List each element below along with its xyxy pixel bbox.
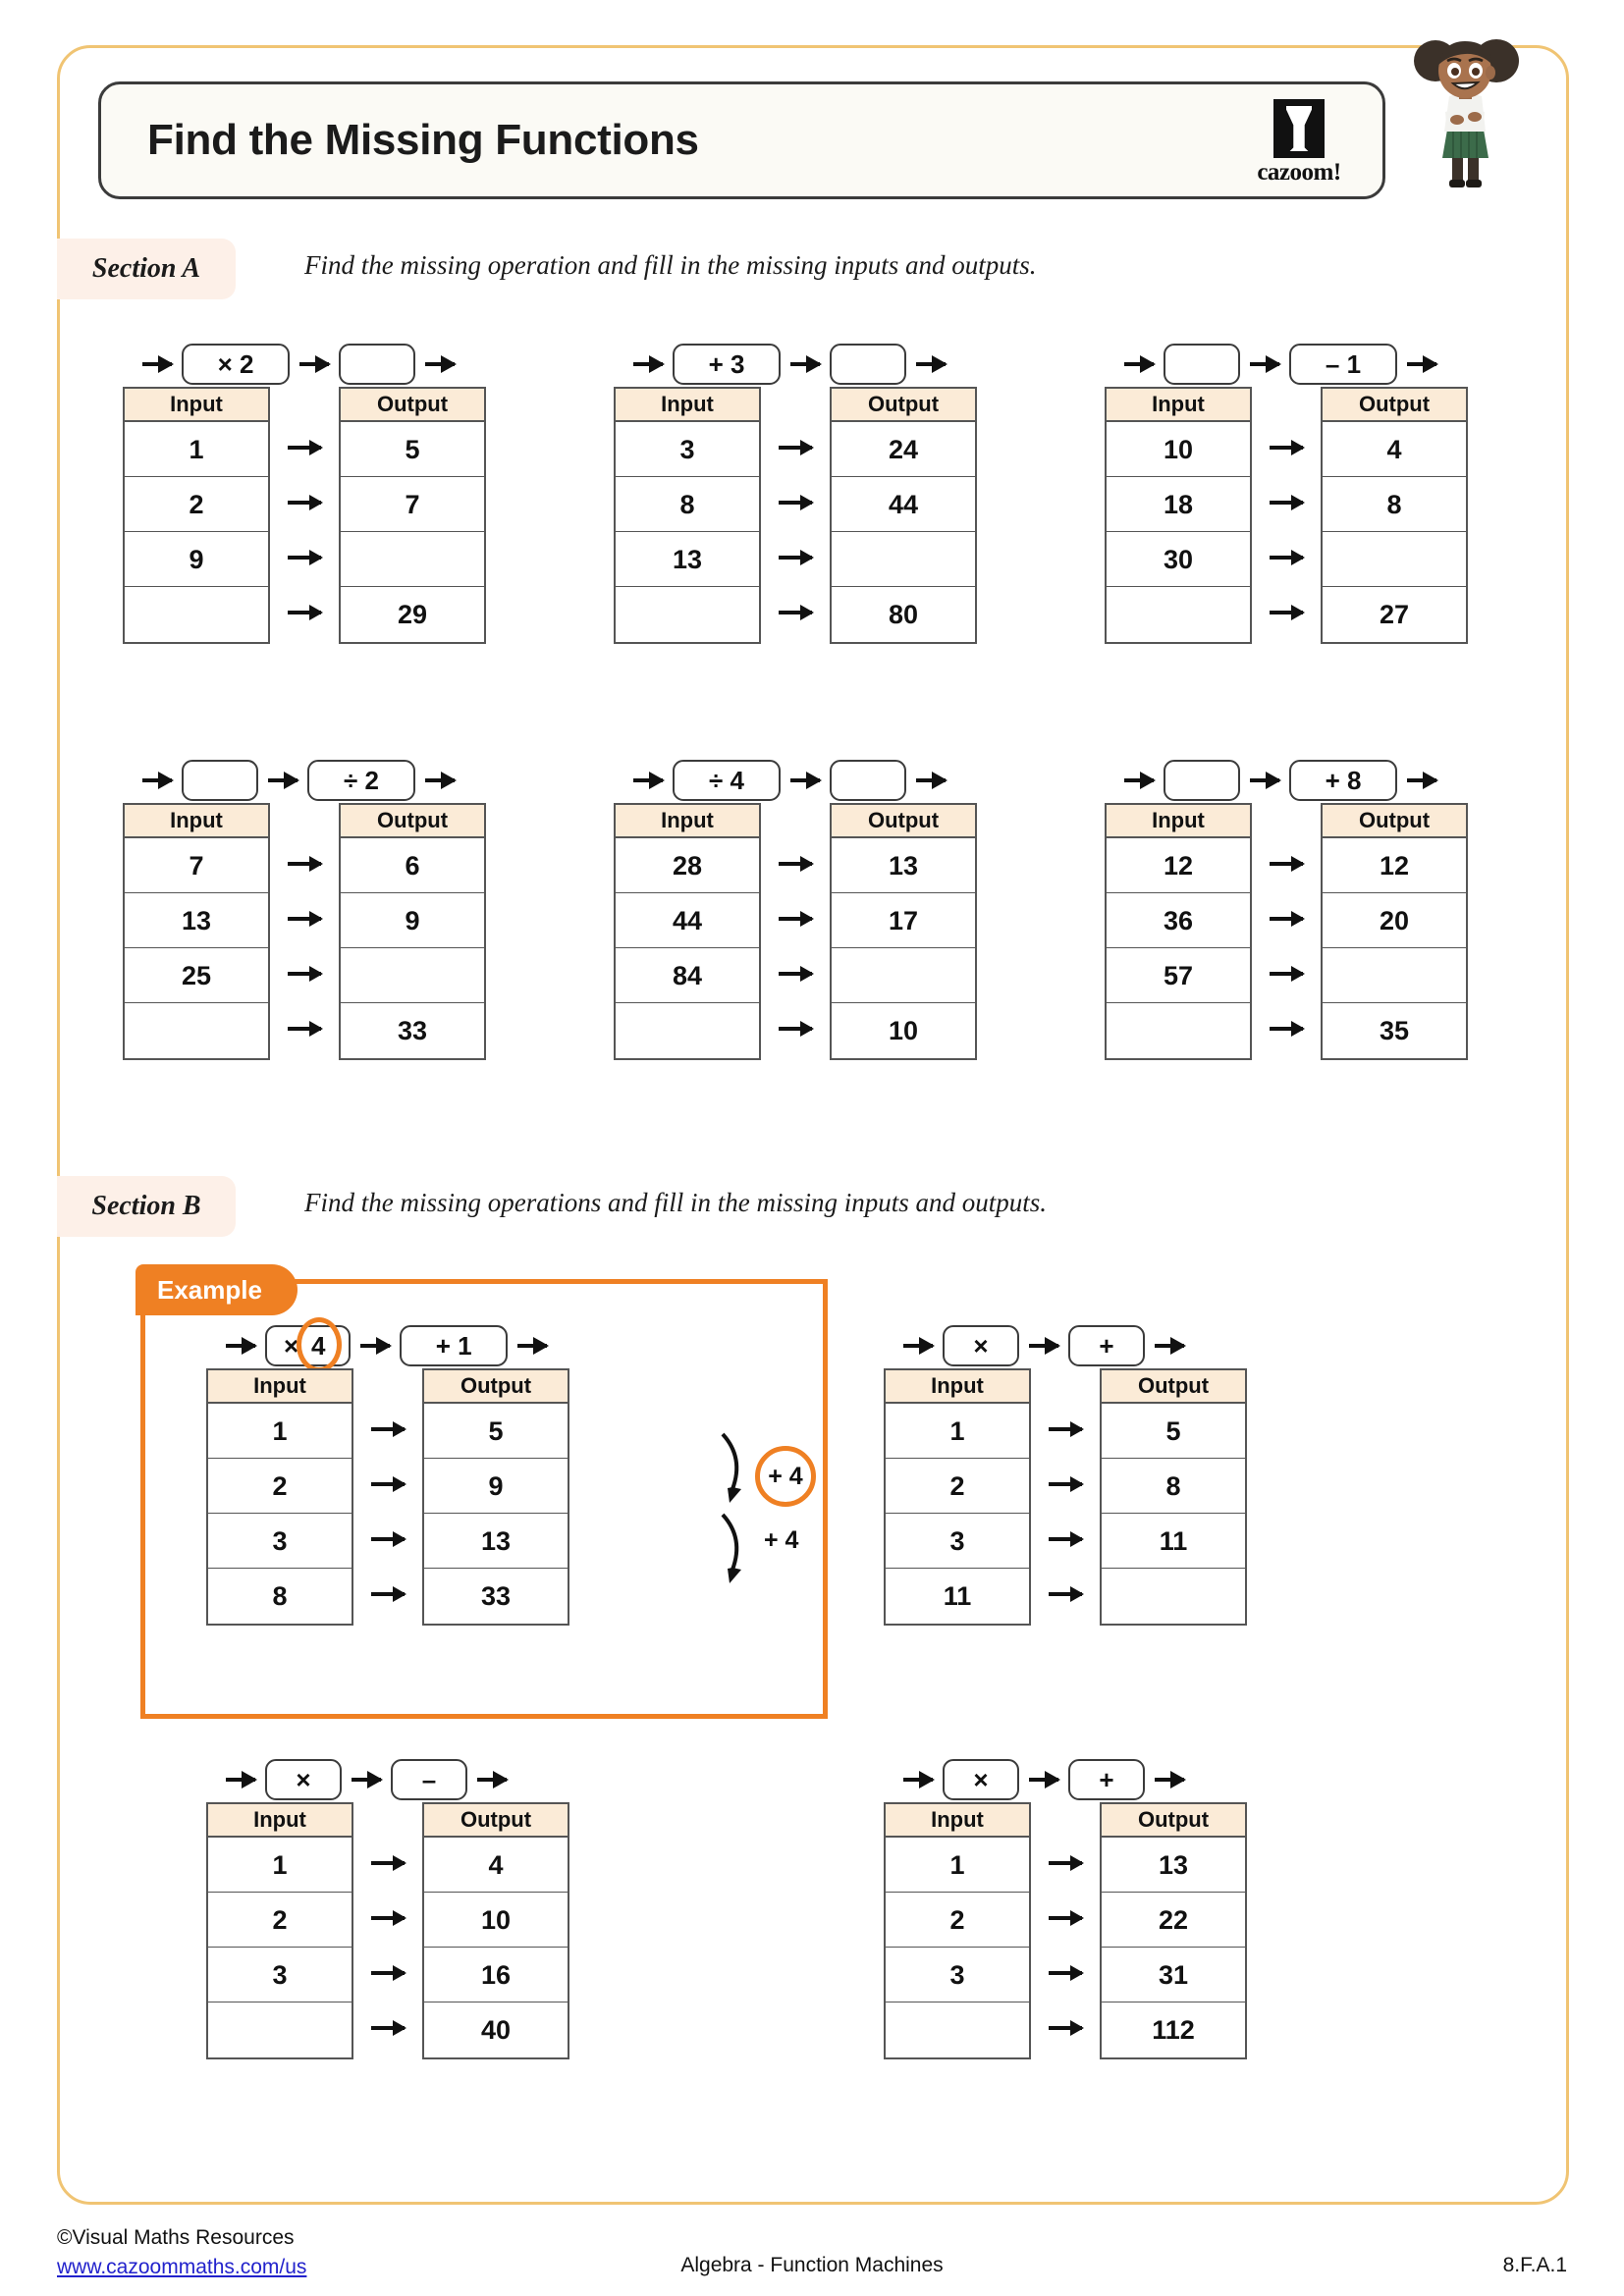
section-a-label: Section A (91, 253, 201, 284)
section-a-op2-box-1[interactable] (830, 344, 906, 385)
section-b-machine-0 (884, 1323, 1247, 1626)
section-a-output-table (1321, 803, 1468, 1060)
flow-arrow-icon (299, 362, 329, 366)
machine-tables (1105, 803, 1468, 1060)
section-a-output-header: Output (1323, 805, 1466, 838)
section-a-output-table (830, 387, 977, 644)
flow-arrow-icon (142, 778, 172, 782)
section-a-op2-box-0[interactable] (339, 344, 415, 385)
logo-wordmark: cazoom! (1257, 159, 1341, 186)
section-a-input-cell[interactable]: 30 (1107, 532, 1250, 587)
section-a-machine-1 (614, 342, 977, 644)
section-b-output-table (422, 1802, 569, 2059)
section-a-output-cell[interactable]: 4 (1323, 422, 1466, 477)
flow-arrow-icon (425, 778, 455, 782)
row-arrow-column (1031, 1368, 1100, 1622)
row-arrow-icon (761, 475, 830, 530)
section-a-input-cell[interactable]: 8 (616, 477, 759, 532)
machine-tables (206, 1802, 569, 2059)
section-a-input-cell[interactable]: 9 (125, 532, 268, 587)
row-arrow-icon (270, 585, 339, 640)
section-b-input-cell[interactable] (886, 2002, 1029, 2057)
section-a-input-table (614, 387, 761, 644)
section-a-input-cell[interactable] (616, 1003, 759, 1058)
section-a-machine-5 (1105, 758, 1468, 1060)
row-arrow-icon (1031, 1457, 1100, 1512)
row-arrow-icon (270, 420, 339, 475)
section-a-output-cell[interactable]: 6 (341, 838, 484, 893)
section-a-output-header: Output (1323, 389, 1466, 422)
section-b-input-table (884, 1802, 1031, 2059)
section-a-input-cell[interactable]: 36 (1107, 893, 1250, 948)
flow-arrow-icon (477, 1778, 507, 1782)
section-a-input-table (123, 387, 270, 644)
section-a-output-table (339, 387, 486, 644)
title-banner (98, 81, 1385, 199)
section-a-pill (57, 239, 236, 299)
section-a-instruction: Find the missing operation and fill in the missing inputs and outputs. (304, 250, 1037, 280)
section-a-op2-box-4[interactable] (830, 760, 906, 801)
flow-arrow-icon (790, 362, 820, 366)
row-arrow-icon (353, 1567, 422, 1622)
row-arrow-column (353, 1802, 422, 2056)
section-a-op1-box-4[interactable]: ÷ 4 (673, 760, 781, 801)
section-a-input-cell[interactable] (616, 587, 759, 642)
row-arrow-icon (1252, 891, 1321, 946)
student-mascot-illustration (1406, 27, 1524, 189)
section-a-op1-box-2[interactable] (1164, 344, 1240, 385)
row-arrow-column (353, 1368, 422, 1622)
example-op1-box-0[interactable] (265, 1325, 351, 1366)
section-b-op1-box-1[interactable]: × (265, 1759, 342, 1800)
example-output-cell[interactable]: 33 (480, 1581, 512, 1611)
row-arrow-column (1252, 387, 1321, 640)
flow-arrow-icon (790, 778, 820, 782)
section-a-input-cell[interactable] (1107, 1003, 1250, 1058)
section-b-op2-box-0[interactable]: + (1068, 1325, 1145, 1366)
section-a-input-cell[interactable]: 57 (1107, 948, 1250, 1003)
section-b-output-cell[interactable]: 112 (1152, 2015, 1195, 2045)
section-b-input-cell[interactable]: 3 (886, 1948, 1029, 2002)
row-arrow-icon (353, 1836, 422, 1891)
section-b-input-header: Input (208, 1804, 352, 1838)
section-a-output-cell[interactable]: 27 (1379, 600, 1410, 629)
row-arrow-icon (270, 475, 339, 530)
section-a-input-cell[interactable]: 84 (616, 948, 759, 1003)
section-a-machine-0 (123, 342, 486, 644)
section-a-input-header: Input (125, 389, 268, 422)
example-machine-0 (206, 1323, 569, 1626)
section-b-machine-1 (206, 1757, 569, 2059)
flow-arrow-icon (903, 1344, 933, 1348)
section-a-machine-4 (614, 758, 977, 1060)
section-a-input-cell[interactable]: 10 (1107, 422, 1250, 477)
machine-operation-row (123, 342, 486, 387)
section-b-output-cell[interactable] (1102, 1569, 1245, 1624)
machine-tables (614, 387, 977, 644)
section-a-output-table (1321, 387, 1468, 644)
flow-arrow-icon (1029, 1344, 1058, 1348)
example-tab (135, 1264, 298, 1315)
row-arrow-icon (1031, 2001, 1100, 2056)
section-b-input-table (884, 1368, 1031, 1626)
section-a-op1-box-3[interactable] (182, 760, 258, 801)
section-b-instruction: Find the missing operations and fill in the missing inputs and outputs. (304, 1188, 1048, 1217)
section-a-input-table (123, 803, 270, 1060)
section-b-output-cell[interactable]: 13 (1102, 1838, 1245, 1893)
example-input-cell[interactable]: 3 (208, 1514, 352, 1569)
machine-operation-row (884, 1757, 1247, 1802)
machine-tables (884, 1802, 1247, 2059)
section-a-output-cell[interactable]: 8 (1323, 477, 1466, 532)
row-arrow-icon (1031, 1891, 1100, 1946)
section-a-input-header: Input (616, 389, 759, 422)
flow-arrow-icon (903, 1778, 933, 1782)
page-title: Find the Missing Functions (147, 116, 699, 164)
flow-arrow-icon (633, 778, 663, 782)
section-a-input-cell[interactable]: 3 (616, 422, 759, 477)
section-b-output-cell[interactable]: 31 (1102, 1948, 1245, 2002)
flow-arrow-icon (1124, 362, 1154, 366)
section-b-input-cell[interactable]: 3 (208, 1948, 352, 2002)
section-a-output-cell[interactable]: 7 (341, 477, 484, 532)
row-arrow-icon (1252, 530, 1321, 585)
section-b-input-cell[interactable]: 2 (208, 1893, 352, 1948)
section-a-output-cell[interactable]: 9 (341, 893, 484, 948)
section-a-output-cell[interactable] (341, 532, 484, 587)
machine-tables (884, 1368, 1247, 1626)
section-b-output-cell[interactable]: 22 (1102, 1893, 1245, 1948)
row-arrow-icon (1031, 1836, 1100, 1891)
section-a-input-header: Input (1107, 389, 1250, 422)
section-a-op1-box-5[interactable] (1164, 760, 1240, 801)
section-a-input-cell[interactable]: 28 (616, 838, 759, 893)
section-a-output-cell[interactable]: 35 (1379, 1016, 1410, 1045)
row-arrow-icon (270, 1001, 339, 1056)
section-b-input-cell[interactable]: 2 (886, 1459, 1029, 1514)
flow-arrow-icon (1407, 362, 1436, 366)
section-b-input-cell[interactable]: 1 (208, 1838, 352, 1893)
example-op2-box-0[interactable]: + 1 (400, 1325, 508, 1366)
example-output-cell[interactable]: 9 (424, 1459, 568, 1514)
flow-arrow-icon (916, 362, 946, 366)
section-a-output-cell[interactable] (1323, 948, 1466, 1003)
machine-operation-row (123, 758, 486, 803)
section-b-input-cell[interactable]: 3 (886, 1514, 1029, 1569)
section-a-input-header: Input (125, 805, 268, 838)
section-b-output-header: Output (424, 1804, 568, 1838)
row-arrow-icon (1031, 1512, 1100, 1567)
section-a-input-cell[interactable]: 18 (1107, 477, 1250, 532)
example-input-table (206, 1368, 353, 1626)
row-arrow-icon (761, 836, 830, 891)
flow-arrow-icon (226, 1344, 255, 1348)
section-a-input-header: Input (1107, 805, 1250, 838)
row-arrow-icon (1252, 836, 1321, 891)
section-b-output-cell[interactable]: 4 (424, 1838, 568, 1893)
section-a-op2-box-5[interactable]: + 8 (1289, 760, 1397, 801)
flow-arrow-icon (916, 778, 946, 782)
machine-operation-row (614, 758, 977, 803)
row-arrow-icon (353, 1402, 422, 1457)
section-a-output-cell[interactable]: 33 (397, 1016, 428, 1045)
section-b-input-header: Input (886, 1370, 1029, 1404)
flow-arrow-icon (142, 362, 172, 366)
section-b-input-cell[interactable]: 11 (943, 1581, 972, 1611)
section-b-input-cell[interactable]: 1 (886, 1838, 1029, 1893)
section-a-output-header: Output (341, 805, 484, 838)
section-a-output-cell[interactable] (832, 948, 975, 1003)
section-a-input-cell[interactable]: 25 (125, 948, 268, 1003)
flow-arrow-icon (517, 1344, 547, 1348)
example-curved-arrows (715, 1428, 774, 1615)
machine-tables (123, 387, 486, 644)
section-b-op1-box-2[interactable]: × (943, 1759, 1019, 1800)
flow-arrow-icon (1250, 778, 1279, 782)
flow-arrow-icon (1029, 1778, 1058, 1782)
section-a-machine-3 (123, 758, 486, 1060)
machine-operation-row (614, 342, 977, 387)
section-a-input-cell[interactable]: 44 (616, 893, 759, 948)
section-b-input-table (206, 1802, 353, 2059)
section-b-machine-2 (884, 1757, 1247, 2059)
example-tab-label: Example (157, 1274, 262, 1305)
section-a-output-cell[interactable]: 10 (888, 1016, 919, 1045)
section-a-input-cell[interactable]: 12 (1107, 838, 1250, 893)
machine-operation-row (206, 1757, 569, 1802)
section-a-output-cell[interactable]: 13 (832, 838, 975, 893)
cazoom-logo (1233, 99, 1365, 187)
flow-arrow-icon (226, 1778, 255, 1782)
section-a-input-cell[interactable] (125, 1003, 268, 1058)
section-a-output-header: Output (832, 389, 975, 422)
machine-tables (123, 803, 486, 1060)
machine-operation-row (1105, 758, 1468, 803)
row-arrow-icon (761, 1001, 830, 1056)
row-arrow-icon (1252, 475, 1321, 530)
flow-arrow-icon (268, 778, 298, 782)
section-a-input-cell[interactable] (1107, 587, 1250, 642)
example-annotation-1-text: + 4 (768, 1462, 803, 1490)
row-arrow-column (1031, 1802, 1100, 2056)
machine-operation-row (206, 1323, 569, 1368)
flow-arrow-icon (1155, 1344, 1184, 1348)
section-a-output-cell[interactable]: 80 (888, 600, 919, 629)
section-a-output-cell[interactable]: 5 (341, 422, 484, 477)
row-arrow-icon (1252, 420, 1321, 475)
section-a-output-cell[interactable]: 44 (832, 477, 975, 532)
section-b-output-cell[interactable]: 16 (424, 1948, 568, 2002)
section-a-output-cell[interactable] (341, 948, 484, 1003)
example-annotation-2: + 4 (764, 1526, 799, 1554)
machine-operation-row (884, 1323, 1247, 1368)
section-b-op2-box-1[interactable]: – (391, 1759, 467, 1800)
row-arrow-icon (761, 585, 830, 640)
section-b-output-table (1100, 1802, 1247, 2059)
flow-arrow-icon (425, 362, 455, 366)
section-b-output-cell[interactable]: 10 (424, 1893, 568, 1948)
row-arrow-icon (1252, 946, 1321, 1001)
section-a-op1-box-0[interactable]: × 2 (182, 344, 290, 385)
section-b-label: Section B (91, 1191, 201, 1221)
section-b-pill (57, 1176, 236, 1237)
example-input-header: Input (208, 1370, 352, 1404)
machine-tables (206, 1368, 569, 1626)
section-a-machine-2 (1105, 342, 1468, 644)
row-arrow-icon (353, 1891, 422, 1946)
section-a-input-cell[interactable]: 13 (616, 532, 759, 587)
operation-value-circled: 4 (298, 1326, 338, 1365)
row-arrow-icon (353, 1512, 422, 1567)
flow-arrow-icon (1124, 778, 1154, 782)
example-output-header: Output (424, 1370, 568, 1404)
footer-topic: Algebra - Function Machines (680, 2254, 944, 2276)
row-arrow-column (270, 803, 339, 1056)
section-a-output-table (339, 803, 486, 1060)
section-a-input-table (1105, 387, 1252, 644)
machine-tables (614, 803, 977, 1060)
section-b-op2-box-2[interactable]: + (1068, 1759, 1145, 1800)
cazoom-goblet-icon (1273, 99, 1325, 158)
row-arrow-icon (270, 946, 339, 1001)
copyright-text: ©Visual Maths Resources (57, 2226, 295, 2249)
section-b-output-header: Output (1102, 1804, 1245, 1838)
section-a-output-table (830, 803, 977, 1060)
row-arrow-column (1252, 803, 1321, 1056)
flow-arrow-icon (360, 1344, 390, 1348)
row-arrow-icon (270, 836, 339, 891)
flow-arrow-icon (1250, 362, 1279, 366)
section-a-op1-box-1[interactable]: + 3 (673, 344, 781, 385)
example-output-table (422, 1368, 569, 1626)
example-output-cell[interactable]: 5 (424, 1404, 568, 1459)
row-arrow-column (761, 387, 830, 640)
section-a-output-cell[interactable] (1323, 532, 1466, 587)
section-a-output-cell[interactable]: 20 (1323, 893, 1466, 948)
section-a-output-cell[interactable]: 17 (832, 893, 975, 948)
example-output-cell[interactable]: 13 (424, 1514, 568, 1569)
section-b-output-cell[interactable]: 11 (1102, 1514, 1245, 1569)
operation-symbol: × (284, 1330, 299, 1361)
section-a-output-cell[interactable] (832, 532, 975, 587)
section-b-op1-box-0[interactable]: × (943, 1325, 1019, 1366)
row-arrow-icon (1252, 585, 1321, 640)
website-link[interactable]: www.cazoommaths.com/us (57, 2256, 307, 2279)
flow-arrow-icon (633, 362, 663, 366)
row-arrow-icon (353, 1946, 422, 2001)
section-a-output-header: Output (341, 389, 484, 422)
row-arrow-icon (761, 891, 830, 946)
section-b-output-table (1100, 1368, 1247, 1626)
section-b-input-cell[interactable]: 2 (886, 1893, 1029, 1948)
section-b-input-cell[interactable] (208, 2002, 352, 2057)
section-b-output-cell[interactable]: 40 (480, 2015, 512, 2045)
footer-standard-code: 8.F.A.1 (1502, 2254, 1567, 2276)
section-b-output-cell[interactable]: 5 (1102, 1404, 1245, 1459)
section-a-input-cell[interactable]: 13 (125, 893, 268, 948)
row-arrow-icon (1252, 1001, 1321, 1056)
section-b-input-cell[interactable]: 1 (886, 1404, 1029, 1459)
machine-tables (1105, 387, 1468, 644)
row-arrow-icon (761, 946, 830, 1001)
example-input-cell[interactable]: 2 (208, 1459, 352, 1514)
section-b-output-header: Output (1102, 1370, 1245, 1404)
example-input-cell[interactable]: 1 (208, 1404, 352, 1459)
row-arrow-column (761, 803, 830, 1056)
section-a-op2-box-2[interactable]: – 1 (1289, 344, 1397, 385)
section-a-input-header: Input (616, 805, 759, 838)
section-a-input-table (1105, 803, 1252, 1060)
row-arrow-icon (353, 2001, 422, 2056)
section-a-output-cell[interactable]: 12 (1323, 838, 1466, 893)
section-a-input-cell[interactable]: 7 (125, 838, 268, 893)
section-b-output-cell[interactable]: 8 (1102, 1459, 1245, 1514)
row-arrow-icon (353, 1457, 422, 1512)
row-arrow-icon (1031, 1567, 1100, 1622)
flow-arrow-icon (1407, 778, 1436, 782)
section-a-op2-box-3[interactable]: ÷ 2 (307, 760, 415, 801)
row-arrow-icon (1031, 1946, 1100, 2001)
row-arrow-icon (761, 420, 830, 475)
section-a-input-table (614, 803, 761, 1060)
flow-arrow-icon (352, 1778, 381, 1782)
machine-operation-row (1105, 342, 1468, 387)
row-arrow-icon (761, 530, 830, 585)
section-b-input-header: Input (886, 1804, 1029, 1838)
example-input-cell[interactable]: 8 (272, 1581, 288, 1611)
flow-arrow-icon (1155, 1778, 1184, 1782)
row-arrow-icon (1031, 1402, 1100, 1457)
row-arrow-icon (270, 891, 339, 946)
section-a-input-cell[interactable] (125, 587, 268, 642)
section-a-output-cell[interactable]: 24 (832, 422, 975, 477)
section-a-input-cell[interactable]: 1 (125, 422, 268, 477)
section-a-output-header: Output (832, 805, 975, 838)
section-a-input-cell[interactable]: 2 (125, 477, 268, 532)
row-arrow-column (270, 387, 339, 640)
section-a-output-cell[interactable]: 29 (397, 600, 428, 629)
row-arrow-icon (270, 530, 339, 585)
